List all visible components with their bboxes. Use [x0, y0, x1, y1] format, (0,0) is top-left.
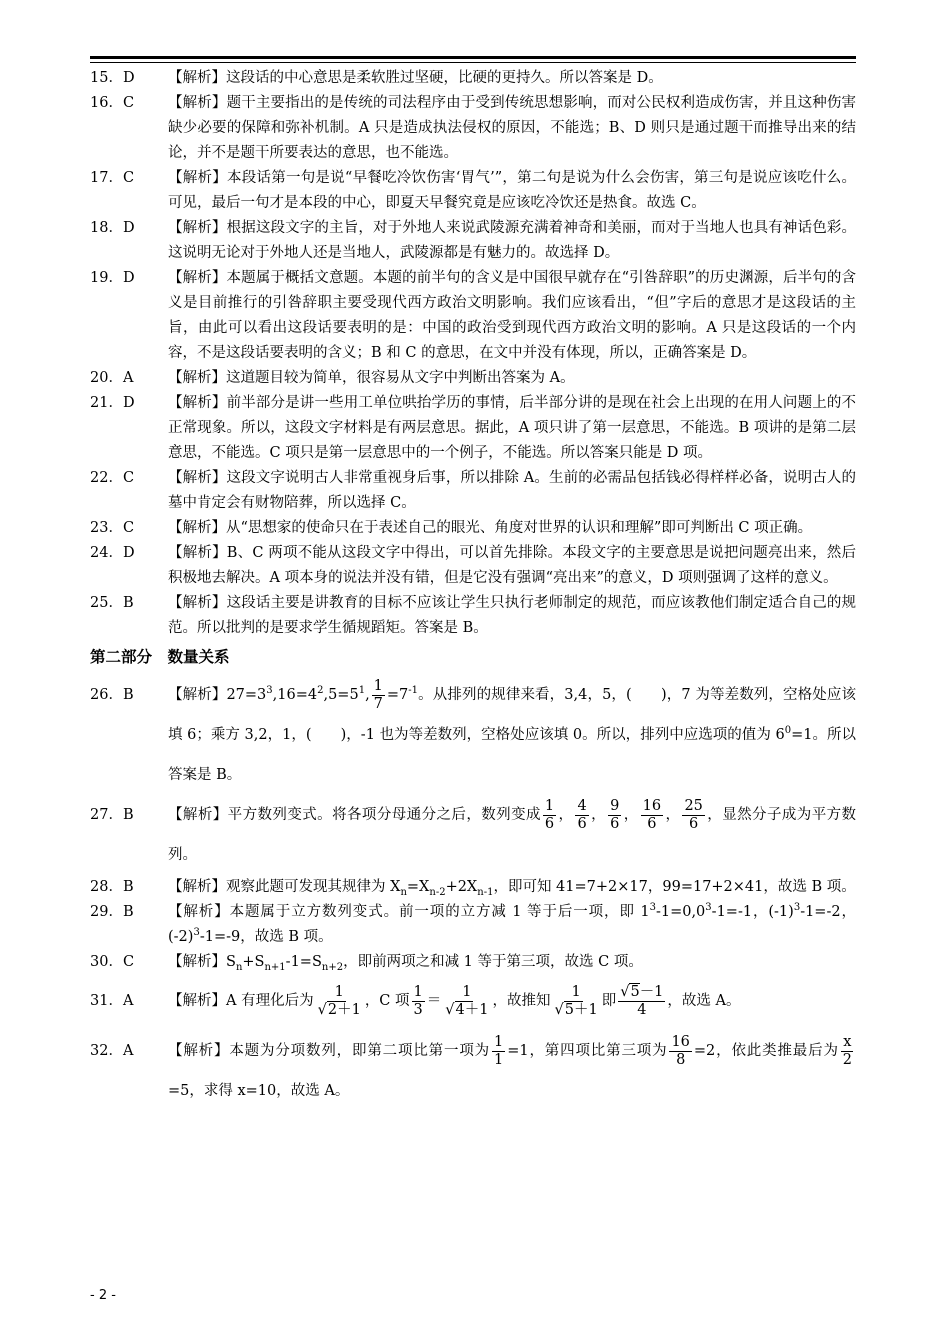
fraction: $\frac{1}{7}$ — [373, 677, 383, 712]
answer-number: 21．D — [90, 395, 135, 411]
answer-item — [90, 391, 856, 466]
answer-number: 32．A — [90, 1043, 134, 1059]
fraction: $\frac{16}{6}$ — [642, 797, 662, 832]
answer-item — [90, 466, 856, 516]
fraction: $\frac{x}{2}$ — [842, 1033, 853, 1068]
answer-explanation: 【解析】本题属于立方数列变式。前一项的立方减 1 等于后一项，即 $1^3-1=0,0^3-1=-1$，$(-1)^3-1=-2$，$(-2)^3-1=-9$，故选 B 项。 — [168, 902, 856, 945]
fraction: $\frac{16}{8}$ — [671, 1033, 690, 1068]
answer-explanation: 【解析】$27=3^3,16=4^2,5=5^1$, $\frac{1}{7}$ $=7^{-1}$。从排列的规律来看，3,4，5，( )，7 为等差数列，空格处应该填 6；乘方 3,2，1，( )，-1 也为等差数列，空格处应该填 0。所以，排列中应选项的值为 $6^0=1$。所以答案是 B。 — [168, 677, 857, 783]
answer-item — [90, 516, 856, 541]
fraction: $\frac{1}{3}$ — [413, 983, 423, 1018]
answer-explanation: 【解析】平方数列变式。将各项分母通分之后，数列变成 $\frac{1}{6}$ ， $\frac{4}{6}$ ， $\frac{9}{6}$ ， $\frac{16}{6}$ ， $\frac{25}{6}$ ，显然分子成为平方数列。 — [168, 797, 857, 863]
fraction: $\frac{1}{√4+1}$ — [445, 983, 489, 1018]
answer-number: 27．B — [90, 807, 134, 823]
answer-number: 26．B — [90, 687, 134, 703]
answer-item-26 — [90, 675, 856, 795]
answer-explanation: 【解析】题干主要指出的是传统的司法程序由于受到传统思想影响，而对公民权利造成伤害，并且这种伤害缺少必要的保障和弥补机制。A 只是造成执法侵权的原因，不能选；B、D 则只是通过题干而推导出来的结论，并不是题干所要表达的意思，也不能选。 — [168, 95, 856, 161]
answer-number: 25．B — [90, 595, 134, 611]
fraction: $\frac{1}{√2+1}$ — [317, 983, 361, 1018]
answer-item-31 — [90, 981, 856, 1021]
fraction: $\frac{√5-1}{4}$ — [620, 983, 664, 1018]
verbal-answers — [90, 66, 856, 641]
answer-number: 31．A — [90, 993, 134, 1009]
fraction: $\frac{1}{6}$ — [544, 797, 555, 832]
answer-explanation: 【解析】本题为分项数列，即第二项比第一项为 $\frac{1}{1}$ =1，第四项比第三项为 $\frac{16}{8}$ =2，依此类推最后为 $\frac{x}{2}$ =5，求得 x=10，故选 A。 — [168, 1033, 853, 1099]
fraction: $\frac{25}{6}$ — [684, 797, 703, 832]
header-rule-thick — [90, 56, 856, 59]
answer-explanation: 【解析】这段话主要是讲教育的目标不应该让学生只执行老师制定的规范，而应该教他们制定适合自己的规范。所以批判的是要求学生循规蹈矩。答案是 B。 — [168, 595, 856, 636]
header-rule-thin — [90, 62, 856, 63]
answer-item — [90, 366, 856, 391]
answer-number: 29．B — [90, 904, 134, 920]
answer-explanation: 【解析】这段话的中心意思是柔软胜过坚硬，比硬的更持久。所以答案是 D。 — [168, 70, 663, 86]
answer-number: 19．D — [90, 270, 135, 286]
answer-explanation: 【解析】A 有理化后为 $\frac{1}{√2+1}$ ，C 项 $\frac{1}{3}$ ＝ $\frac{1}{√4+1}$ ，故推知 $\frac{1}{√5+1}$ 即 $\frac{√5-1}{4}$ ，故选 A。 — [168, 983, 741, 1018]
answer-number: 30．C — [90, 954, 135, 970]
answer-explanation: 【解析】B、C 两项不能从这段文字中得出，可以首先排除。本段文字的主要意思是说把问题亮出来，然后积极地去解决。A 项本身的说法并没有错，但是它没有强调“亮出来”的意义，D 项则强调了这样的意义。 — [168, 545, 856, 586]
answer-explanation: 【解析】这道题目较为简单，很容易从文字中判断出答案为 A。 — [168, 370, 575, 386]
fraction: $\frac{1}{√5+1}$ — [554, 983, 598, 1018]
fraction: $\frac{4}{6}$ — [577, 797, 587, 832]
answer-number: 24．D — [90, 545, 135, 561]
answer-number: 20．A — [90, 370, 134, 386]
answer-item — [90, 541, 856, 591]
answer-item-27 — [90, 795, 856, 875]
answer-number: 18．D — [90, 220, 135, 236]
answer-item-32 — [90, 1031, 856, 1111]
page-number: - 2 - — [90, 1288, 116, 1303]
answer-item — [90, 266, 856, 366]
answer-explanation: 【解析】本题属于概括文意题。本题的前半句的含义是中国很早就存在“引咎辞职”的历史渊源，后半句的含义是目前推行的引咎辞职主要受现代西方政治文明影响。我们应该看出，“但”字后的意思才是这段话的主旨，由此可以看出这段话要表明的是：中国的政治受到现代西方政治文明的影响。A 只是这段话的一个内容，不是这段话要表明的含义；B 和 C 的意思，在文中并没有体现，所以，正确答案是 D。 — [168, 270, 856, 361]
answer-explanation: 【解析】从“思想家的使命只在于表述自己的眼光、角度对世界的认识和理解”即可判断出 C 项正确。 — [168, 520, 813, 536]
answer-item — [90, 166, 856, 216]
answer-item-30 — [90, 950, 856, 975]
answer-explanation: 【解析】这段文字说明古人非常重视身后事，所以排除 A。生前的必需品包括钱必得样样必备，说明古人的墓中肯定会有财物陪葬，所以选择 C。 — [168, 470, 856, 511]
fraction-sequence: $\frac{1}{6}$ ， $\frac{4}{6}$ ， $\frac{9}{6}$ ， $\frac{16}{6}$ ， $\frac{25}{6}$ — [544, 797, 703, 832]
answer-item — [90, 591, 856, 641]
answer-explanation: 【解析】根据这段文字的主旨，对于外地人来说武陵源充满着神奇和美丽，而对于当地人也具有神话色彩。这说明无论对于外地人还是当地人，武陵源都是有魅力的。故选择 D。 — [168, 220, 856, 261]
fraction: $\frac{1}{1}$ — [494, 1033, 504, 1068]
answer-item-28 — [90, 875, 856, 900]
answer-content — [90, 66, 856, 1111]
answer-number: 22．C — [90, 470, 135, 486]
answer-explanation: 【解析】$S_n+S_{n+1}-1=S_{n+2}$，即前两项之和减 1 等于第三项，故选 C 项。 — [168, 954, 643, 973]
answer-number: 28．B — [90, 879, 134, 895]
answer-number: 23．C — [90, 520, 135, 536]
answer-explanation: 【解析】观察此题可发现其规律为 $X_n=X_{n-2}+2X_{n-1}$，即可知 41=7+2×17，99=17+2×41，故选 B 项。 — [168, 879, 856, 898]
answer-number: 17．C — [90, 170, 135, 186]
answer-explanation: 【解析】前半部分是讲一些用工单位哄抬学历的事情，后半部分讲的是现在社会上出现的在用人问题上的不正常现象。所以，这段文字材料是有两层意思。据此，A 项只讲了第一层意思，不能选。B 项讲的是第二层意思，不能选。C 项只是第一层意思中的一个例子，不能选。所以答案只能是 D 项。 — [168, 395, 856, 461]
fraction: $\frac{9}{6}$ — [610, 797, 620, 832]
answer-item — [90, 66, 856, 91]
answer-item — [90, 216, 856, 266]
section-title: 第二部分 数量关系 — [90, 648, 230, 666]
answer-item — [90, 91, 856, 166]
answer-item-29 — [90, 900, 856, 950]
answer-number: 15．D — [90, 70, 135, 86]
answer-number: 16．C — [90, 95, 135, 111]
answer-explanation: 【解析】本段话第一句是说“早餐吃冷饮伤害‘胃气’”，第二句是说为什么会伤害，第三句是说应该吃什么。可见，最后一句才是本段的中心，即夏天早餐究竟是应该吃冷饮还是热食。故选 C。 — [168, 170, 856, 211]
